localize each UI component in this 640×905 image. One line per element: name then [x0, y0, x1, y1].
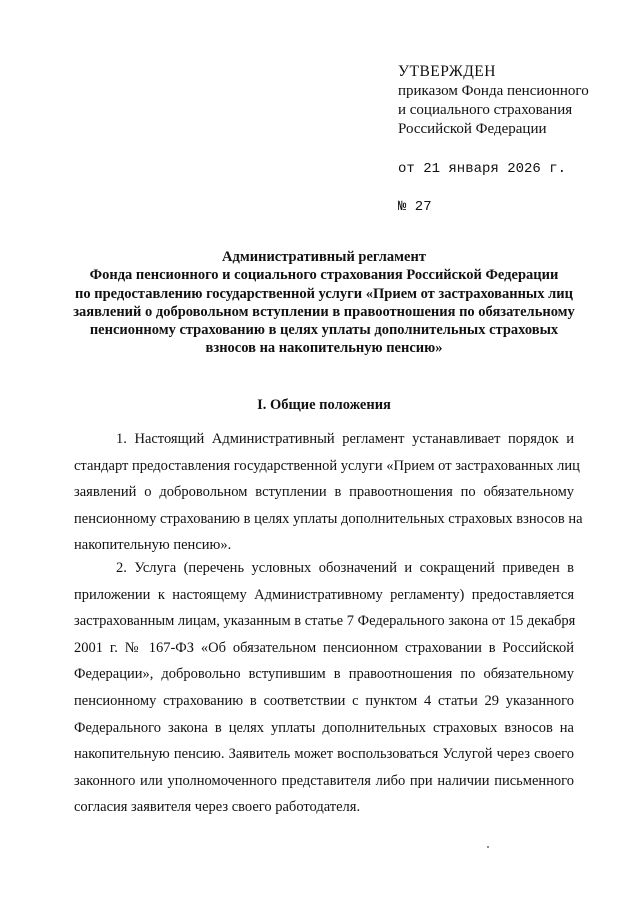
document-title-line: взносов на накопительную пенсию»: [205, 340, 443, 357]
paragraph-line: приложении к настоящему Административному регламенту) предоставляется: [74, 586, 574, 603]
section-heading: I. Общие положения: [257, 397, 391, 413]
document-title-line: заявлений о добровольном вступлении в правоотношения по обязательному: [73, 303, 575, 320]
document-title-line: Фонда пенсионного и социального страхования Российской Федерации: [89, 267, 559, 284]
approval-line-fund: и социального страхования: [398, 102, 573, 118]
paragraph-1: [74, 426, 583, 559]
paragraph-line: Федерального закона в целях уплаты дополнительных страховых взносов на: [74, 719, 574, 736]
paragraph-line: заявлений о добровольном вступлении в правоотношения по обязательному: [74, 484, 574, 501]
paragraph-2: [74, 555, 574, 821]
approval-title: УТВЕРЖДЕН: [398, 63, 496, 80]
document-title: [60, 248, 588, 358]
document-title-line: Административный регламент: [222, 249, 426, 265]
approval-line-order: приказом Фонда пенсионного: [398, 83, 589, 99]
paragraph-line: 1. Настоящий Административный регламент устанавливает порядок и: [116, 431, 574, 447]
scan-speck: [487, 846, 489, 848]
paragraph-line: стандарт предоставления государственной услуги «Прием от застрахованных лиц: [74, 457, 580, 474]
approval-block: [398, 62, 628, 216]
approval-number: № 27: [398, 199, 432, 215]
document-title-line: по предоставлению государственной услуги «Прием от застрахованных лиц: [75, 285, 573, 302]
paragraph-line: накопительную пенсию. Заявитель может воспользоваться Услугой через своего: [74, 746, 574, 763]
paragraph-line: пенсионному страхованию в целях уплаты дополнительных страховых взносов на: [74, 510, 583, 527]
approval-line-country: Российской Федерации: [398, 121, 547, 137]
paragraph-line: пенсионному страхованию в соответствии с пунктом 4 статьи 29 указанного: [74, 692, 574, 709]
approval-date: от 21 января 2026 г.: [398, 161, 567, 177]
paragraph-line: согласия заявителя через своего работодателя.: [74, 799, 361, 816]
paragraph-line: 2001 г. № 167-ФЗ «Об обязательном пенсионном страховании в Российской: [74, 639, 574, 656]
paragraph-line: накопительную пенсию».: [74, 537, 232, 554]
paragraph-line: застрахованным лицам, указанным в статье 7 Федерального закона от 15 декабря: [74, 613, 576, 630]
paragraph-line: Федерации», добровольно вступившим в правоотношения по обязательному: [74, 666, 574, 683]
paragraph-line: 2. Услуга (перечень условных обозначений и сокращений приведен в: [116, 560, 574, 576]
paragraph-line: законного или уполномоченного представителя либо при наличии письменного: [74, 772, 574, 789]
document-title-line: пенсионному страхованию в целях уплаты дополнительных страховых: [89, 322, 559, 339]
